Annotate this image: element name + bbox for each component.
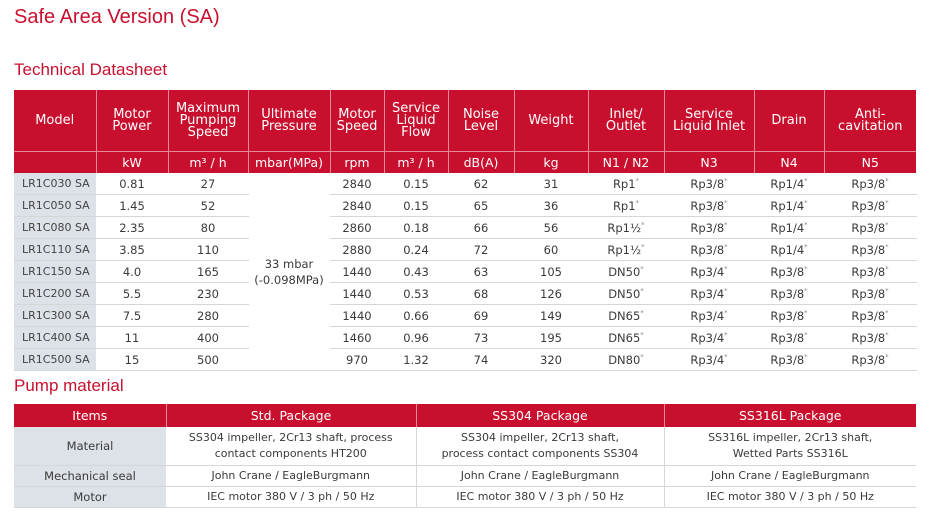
inlet-outlet-cell-value: DN65 [608, 330, 641, 345]
inlet-outlet-cell [588, 327, 664, 349]
motor-speed-cell-value: 970 [346, 352, 368, 367]
drain-cell [754, 195, 824, 217]
drain-cell [754, 283, 824, 305]
motor-power-cell [96, 283, 168, 305]
liquid-inlet-cell [664, 349, 754, 371]
motor-speed-cell [330, 283, 384, 305]
unit-drain: N4 [754, 152, 824, 174]
footnote-mark-icon: * [724, 242, 728, 251]
noise-cell-value: 74 [473, 352, 489, 367]
footnote-mark-icon: * [804, 264, 808, 273]
weight-cell [514, 239, 588, 261]
liquid-inlet-cell [664, 217, 754, 239]
col-header-liquid-flow: Service Liquid Flow [384, 90, 448, 152]
liquid-flow-cell-value: 0.66 [403, 308, 429, 323]
model-cell [14, 305, 96, 327]
anticavitation-cell [824, 349, 916, 371]
noise-cell [448, 349, 514, 371]
motor-speed-cell [330, 261, 384, 283]
noise-cell [448, 283, 514, 305]
liquid-inlet-cell [664, 173, 754, 195]
anticavitation-cell-value: Rp3/8 [851, 264, 886, 279]
technical-datasheet-table [14, 90, 917, 371]
motor-speed-cell-value: 1460 [342, 330, 372, 345]
inlet-outlet-cell-value: Rp1 [612, 176, 636, 191]
weight-cell-value: 320 [540, 352, 562, 367]
liquid-inlet-cell-value: Rp3/8 [690, 198, 725, 213]
liquid-inlet-cell [664, 327, 754, 349]
noise-cell [448, 217, 514, 239]
col-header-motor-power: Motor Power [96, 90, 168, 152]
pump-material-table [14, 404, 916, 508]
drain-cell-value: Rp1/4 [770, 242, 805, 257]
col-header-model: Model [14, 90, 96, 152]
weight-cell-value: 36 [543, 198, 559, 213]
inlet-outlet-cell [588, 173, 664, 195]
liquid-flow-cell-value: 0.53 [403, 286, 429, 301]
anticavitation-cell [824, 327, 916, 349]
anticavitation-cell-value: Rp3/8 [851, 330, 886, 345]
mechanical-seal-row [14, 466, 916, 487]
drain-cell-value: Rp3/8 [770, 330, 805, 345]
motor-speed-cell [330, 305, 384, 327]
anticavitation-cell-value: Rp3/8 [851, 198, 886, 213]
weight-cell [514, 349, 588, 371]
noise-cell-value: 66 [473, 220, 489, 235]
unit-pumping-speed: m³ / h [168, 152, 248, 174]
unit-liquid-flow: m³ / h [384, 152, 448, 174]
liquid-inlet-cell-value: Rp3/8 [690, 220, 725, 235]
motor-speed-cell-value: 2860 [342, 220, 372, 235]
pumping-speed-cell [168, 261, 248, 283]
liquid-inlet-cell [664, 195, 754, 217]
liquid-flow-cell-value: 1.32 [403, 352, 429, 367]
noise-cell [448, 261, 514, 283]
liquid-flow-cell [384, 327, 448, 349]
table-row [14, 217, 916, 239]
inlet-outlet-cell [588, 217, 664, 239]
col-header-liquid-inlet: Service Liquid Inlet [664, 90, 754, 152]
footnote-mark-icon: * [804, 330, 808, 339]
unit-row [14, 152, 916, 174]
inlet-outlet-cell [588, 283, 664, 305]
pumping-speed-cell-value: 52 [200, 198, 216, 213]
liquid-flow-cell [384, 349, 448, 371]
weight-cell-value: 31 [543, 176, 559, 191]
unit-ultimate-pressure: mbar(MPa) [248, 152, 330, 174]
footnote-mark-icon: * [641, 242, 645, 251]
anticavitation-cell [824, 217, 916, 239]
col-header-motor-speed: Motor Speed [330, 90, 384, 152]
col-header-pumping-speed: Maximum Pumping Speed [168, 90, 248, 152]
anticavitation-cell-value: Rp3/8 [851, 286, 886, 301]
page-title: Safe Area Version (SA) [14, 6, 220, 28]
pumping-speed-cell-value: 110 [197, 242, 219, 257]
model-cell [14, 217, 96, 239]
motor-speed-cell-value: 2840 [342, 176, 372, 191]
inlet-outlet-cell [588, 239, 664, 261]
liquid-flow-cell [384, 261, 448, 283]
motor-speed-cell-value: 2840 [342, 198, 372, 213]
footnote-mark-icon: * [804, 176, 808, 185]
drain-cell-value: Rp3/8 [770, 286, 805, 301]
motor-power-cell-value: 4.0 [122, 264, 142, 279]
footnote-mark-icon: * [724, 176, 728, 185]
liquid-inlet-cell-value: Rp3/4 [690, 352, 725, 367]
inlet-outlet-cell-value: DN50 [608, 264, 641, 279]
footnote-mark-icon: * [804, 352, 808, 361]
motor-label: Motor [14, 487, 166, 508]
motor-power-cell-value: 0.81 [119, 176, 145, 191]
noise-cell-value: 73 [473, 330, 489, 345]
model-cell [14, 349, 96, 371]
footnote-mark-icon: * [804, 286, 808, 295]
liquid-inlet-cell-value: Rp3/8 [690, 242, 725, 257]
inlet-outlet-cell-value: DN65 [608, 308, 641, 323]
motor-power-cell-value: 3.85 [119, 242, 145, 257]
unit-anticavitation: N5 [824, 152, 916, 174]
motor-speed-cell [330, 217, 384, 239]
anticavitation-cell-value: Rp3/8 [851, 176, 886, 191]
table-row [14, 173, 916, 195]
col-header-weight: Weight [514, 90, 588, 152]
footnote-mark-icon: * [635, 198, 640, 207]
technical-datasheet-heading: Technical Datasheet [14, 60, 168, 79]
table-row [14, 261, 916, 283]
pumping-speed-cell [168, 173, 248, 195]
drain-cell [754, 305, 824, 327]
motor-speed-cell-value: 1440 [342, 264, 372, 279]
model-cell [14, 261, 96, 283]
motor-speed-cell-value: 1440 [342, 286, 372, 301]
motor-power-cell-value: 5.5 [122, 286, 142, 301]
footnote-mark-icon: * [804, 242, 808, 251]
footnote-mark-icon: * [885, 220, 889, 229]
weight-cell [514, 217, 588, 239]
drain-cell [754, 217, 824, 239]
anticavitation-cell [824, 239, 916, 261]
motor-speed-cell [330, 349, 384, 371]
liquid-inlet-cell-value: Rp3/4 [690, 308, 725, 323]
model-cell-value: LR1C050 SA [22, 199, 90, 212]
liquid-flow-cell-value: 0.15 [403, 176, 429, 191]
material-row [14, 427, 916, 466]
motor-power-cell-value: 2.35 [119, 220, 145, 235]
pumping-speed-cell [168, 217, 248, 239]
anticavitation-cell [824, 283, 916, 305]
liquid-inlet-cell [664, 239, 754, 261]
ss316-material-cell: SS316L impeller, 2Cr13 shaft, Wetted Parts SS316L [664, 427, 916, 466]
col-header-ss316l-package: SS316L Package [664, 404, 916, 427]
footnote-mark-icon: * [640, 286, 644, 295]
weight-cell [514, 173, 588, 195]
liquid-flow-cell-value: 0.96 [403, 330, 429, 345]
footnote-mark-icon: * [640, 308, 644, 317]
weight-cell [514, 261, 588, 283]
noise-cell-value: 62 [473, 176, 489, 191]
liquid-flow-cell-value: 0.24 [403, 242, 429, 257]
weight-cell [514, 327, 588, 349]
inlet-outlet-cell-value: Rp1 [612, 198, 636, 213]
ss304-material-cell: SS304 impeller, 2Cr13 shaft, process contact components SS304 [416, 427, 664, 466]
footnote-mark-icon: * [885, 264, 889, 273]
model-cell-value: LR1C200 SA [22, 287, 90, 300]
pumping-speed-cell [168, 327, 248, 349]
unit-inlet-outlet: N1 / N2 [588, 152, 664, 174]
ss316-motor-cell: IEC motor 380 V / 3 ph / 50 Hz [664, 487, 916, 508]
footnote-mark-icon: * [724, 286, 728, 295]
motor-power-cell-value: 1.45 [119, 198, 145, 213]
model-cell [14, 327, 96, 349]
col-header-ss304-package: SS304 Package [416, 404, 664, 427]
unit-motor-power: kW [96, 152, 168, 174]
anticavitation-cell [824, 173, 916, 195]
pumping-speed-cell-value: 400 [197, 330, 219, 345]
table-row [14, 349, 916, 371]
motor-power-cell [96, 173, 168, 195]
noise-cell [448, 195, 514, 217]
liquid-flow-cell-value: 0.15 [403, 198, 429, 213]
model-cell-value: LR1C030 SA [22, 177, 90, 190]
col-header-std-package: Std. Package [166, 404, 416, 427]
drain-cell-value: Rp1/4 [770, 176, 805, 191]
pumping-speed-cell [168, 283, 248, 305]
anticavitation-cell-value: Rp3/8 [851, 220, 886, 235]
model-cell-value: LR1C150 SA [22, 265, 90, 278]
col-header-drain: Drain [754, 90, 824, 152]
weight-cell-value: 105 [540, 264, 562, 279]
footnote-mark-icon: * [885, 198, 889, 207]
inlet-outlet-cell-value: Rp1½ [607, 242, 642, 257]
model-cell-value: LR1C110 SA [22, 243, 90, 256]
drain-cell-value: Rp3/8 [770, 352, 805, 367]
ss304-seal-cell: John Crane / EagleBurgmann [416, 466, 664, 487]
anticavitation-cell [824, 305, 916, 327]
inlet-outlet-cell [588, 305, 664, 327]
table-row [14, 327, 916, 349]
col-header-anticavitation: Anti-cavitation [824, 90, 916, 152]
noise-cell-value: 69 [473, 308, 489, 323]
pumping-speed-cell [168, 305, 248, 327]
weight-cell-value: 126 [540, 286, 562, 301]
liquid-flow-cell [384, 173, 448, 195]
pumping-speed-cell-value: 165 [197, 264, 219, 279]
liquid-flow-cell [384, 217, 448, 239]
inlet-outlet-cell [588, 349, 664, 371]
liquid-flow-cell [384, 305, 448, 327]
drain-cell [754, 349, 824, 371]
drain-cell-value: Rp1/4 [770, 198, 805, 213]
anticavitation-cell-value: Rp3/8 [851, 308, 886, 323]
liquid-flow-cell-value: 0.43 [403, 264, 429, 279]
anticavitation-cell-value: Rp3/8 [851, 242, 886, 257]
col-header-inlet-outlet: Inlet/ Outlet [588, 90, 664, 152]
pumping-speed-cell [168, 195, 248, 217]
inlet-outlet-cell [588, 195, 664, 217]
footnote-mark-icon: * [635, 176, 640, 185]
motor-power-cell [96, 305, 168, 327]
motor-speed-cell-value: 2880 [342, 242, 372, 257]
drain-cell [754, 261, 824, 283]
unit-weight: kg [514, 152, 588, 174]
motor-power-cell [96, 349, 168, 371]
noise-cell-value: 72 [473, 242, 489, 257]
unit-motor-speed: rpm [330, 152, 384, 174]
footnote-mark-icon: * [641, 220, 645, 229]
footnote-mark-icon: * [724, 264, 728, 273]
unit-model [14, 152, 96, 174]
noise-cell-value: 63 [473, 264, 489, 279]
drain-cell [754, 239, 824, 261]
inlet-outlet-cell [588, 261, 664, 283]
noise-cell [448, 239, 514, 261]
ss304-motor-cell: IEC motor 380 V / 3 ph / 50 Hz [416, 487, 664, 508]
model-cell-value: LR1C300 SA [22, 309, 90, 322]
pumping-speed-cell [168, 349, 248, 371]
motor-power-cell [96, 195, 168, 217]
footnote-mark-icon: * [640, 352, 644, 361]
noise-cell-value: 65 [473, 198, 489, 213]
noise-cell [448, 305, 514, 327]
footnote-mark-icon: * [885, 286, 889, 295]
noise-cell [448, 327, 514, 349]
pumping-speed-cell-value: 230 [197, 286, 219, 301]
pumping-speed-cell-value: 280 [197, 308, 219, 323]
header-row [14, 90, 916, 152]
footnote-mark-icon: * [885, 176, 889, 185]
weight-cell-value: 56 [543, 220, 559, 235]
motor-speed-cell [330, 173, 384, 195]
liquid-flow-cell [384, 239, 448, 261]
liquid-flow-cell-value: 0.18 [403, 220, 429, 235]
footnote-mark-icon: * [640, 264, 644, 273]
drain-cell [754, 173, 824, 195]
unit-liquid-inlet: N3 [664, 152, 754, 174]
ss316-seal-cell: John Crane / EagleBurgmann [664, 466, 916, 487]
liquid-flow-cell [384, 283, 448, 305]
table-row [14, 195, 916, 217]
liquid-inlet-cell-value: Rp3/4 [690, 264, 725, 279]
table-row [14, 239, 916, 261]
pumping-speed-cell-value: 80 [200, 220, 216, 235]
footnote-mark-icon: * [724, 198, 728, 207]
table-row [14, 283, 916, 305]
noise-cell-value: 68 [473, 286, 489, 301]
material-header-row [14, 404, 916, 427]
mechanical-seal-label: Mechanical seal [14, 466, 166, 487]
footnote-mark-icon: * [724, 220, 728, 229]
std-material-cell: SS304 impeller, 2Cr13 shaft, process contact components HT200 [166, 427, 416, 466]
motor-power-cell-value: 15 [124, 352, 140, 367]
inlet-outlet-cell-value: DN50 [608, 286, 641, 301]
inlet-outlet-cell-value: DN80 [608, 352, 641, 367]
motor-speed-cell [330, 239, 384, 261]
motor-speed-cell [330, 327, 384, 349]
noise-cell [448, 173, 514, 195]
inlet-outlet-cell-value: Rp1½ [607, 220, 642, 235]
material-row-label: Material [14, 427, 166, 466]
motor-power-cell [96, 327, 168, 349]
footnote-mark-icon: * [640, 330, 644, 339]
motor-power-cell-value: 11 [124, 330, 140, 345]
footnote-mark-icon: * [724, 352, 728, 361]
footnote-mark-icon: * [885, 242, 889, 251]
motor-power-cell [96, 261, 168, 283]
unit-noise: dB(A) [448, 152, 514, 174]
liquid-inlet-cell-value: Rp3/8 [690, 176, 725, 191]
motor-power-cell-value: 7.5 [122, 308, 142, 323]
anticavitation-cell-value: Rp3/8 [851, 352, 886, 367]
model-cell-value: LR1C080 SA [22, 221, 90, 234]
footnote-mark-icon: * [804, 198, 808, 207]
footnote-mark-icon: * [885, 308, 889, 317]
liquid-inlet-cell-value: Rp3/4 [690, 286, 725, 301]
liquid-inlet-cell [664, 305, 754, 327]
liquid-inlet-cell [664, 283, 754, 305]
std-motor-cell: IEC motor 380 V / 3 ph / 50 Hz [166, 487, 416, 508]
model-cell-value: LR1C400 SA [22, 331, 90, 344]
motor-speed-cell [330, 195, 384, 217]
anticavitation-cell [824, 261, 916, 283]
weight-cell [514, 195, 588, 217]
footnote-mark-icon: * [885, 330, 889, 339]
footnote-mark-icon: * [724, 308, 728, 317]
pumping-speed-cell-value: 27 [200, 176, 216, 191]
motor-speed-cell-value: 1440 [342, 308, 372, 323]
col-header-ultimate-pressure: Ultimate Pressure [248, 90, 330, 152]
col-header-noise: Noise Level [448, 90, 514, 152]
footnote-mark-icon: * [724, 330, 728, 339]
model-cell-value: LR1C500 SA [22, 353, 90, 366]
std-seal-cell: John Crane / EagleBurgmann [166, 466, 416, 487]
weight-cell-value: 149 [540, 308, 562, 323]
model-cell [14, 195, 96, 217]
col-header-items: Items [14, 404, 166, 427]
motor-power-cell [96, 217, 168, 239]
liquid-flow-cell [384, 195, 448, 217]
liquid-inlet-cell-value: Rp3/4 [690, 330, 725, 345]
weight-cell [514, 305, 588, 327]
weight-cell-value: 60 [543, 242, 559, 257]
drain-cell-value: Rp3/8 [770, 264, 805, 279]
pump-material-heading: Pump material [14, 376, 124, 395]
drain-cell [754, 327, 824, 349]
motor-power-cell [96, 239, 168, 261]
pumping-speed-cell-value: 500 [197, 352, 219, 367]
footnote-mark-icon: * [804, 308, 808, 317]
ultimate-pressure-cell: 33 mbar (-0.098MPa) [248, 173, 330, 371]
liquid-inlet-cell [664, 261, 754, 283]
weight-cell [514, 283, 588, 305]
motor-row [14, 487, 916, 508]
anticavitation-cell [824, 195, 916, 217]
model-cell [14, 239, 96, 261]
model-cell [14, 283, 96, 305]
model-cell [14, 173, 96, 195]
footnote-mark-icon: * [804, 220, 808, 229]
footnote-mark-icon: * [885, 352, 889, 361]
table-row [14, 305, 916, 327]
drain-cell-value: Rp3/8 [770, 308, 805, 323]
weight-cell-value: 195 [540, 330, 562, 345]
drain-cell-value: Rp1/4 [770, 220, 805, 235]
pumping-speed-cell [168, 239, 248, 261]
